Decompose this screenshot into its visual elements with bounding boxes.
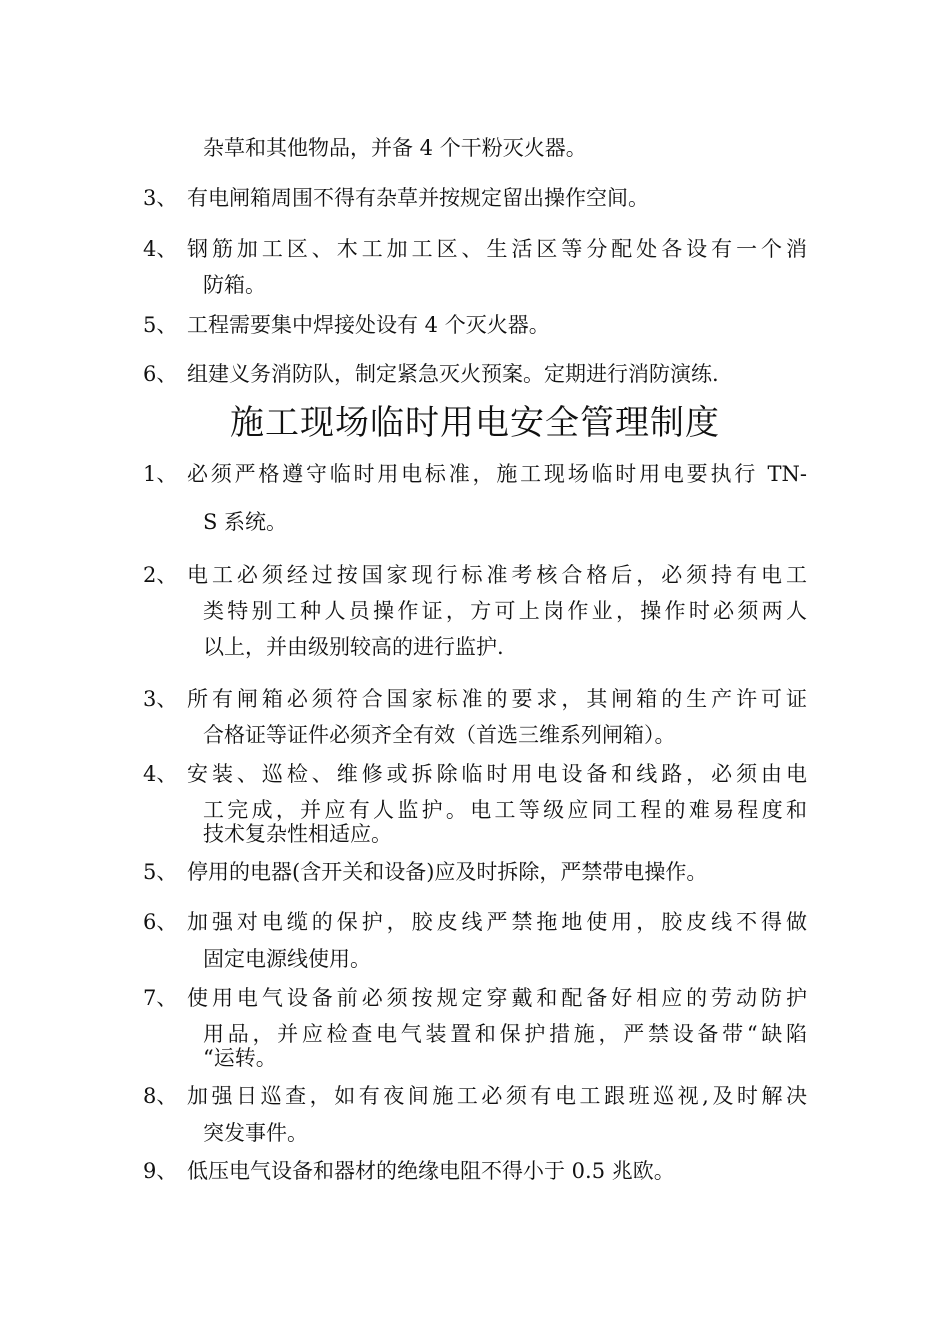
list-item-text: S 系统。 (203, 510, 288, 534)
paragraph-continuation: 杂草和其他物品，并备 4 个干粉灭火器。 (203, 136, 587, 160)
list-number: 6、 (143, 910, 178, 934)
list-number: 2、 (143, 563, 178, 587)
list-item-text: 必须严格遵守临时用电标准，施工现场临时用电要执行 TN- (187, 462, 807, 486)
list-item-text: 固定电源线使用。 (203, 947, 371, 971)
list-item-text: 工程需要集中焊接处设有 4 个灭火器。 (187, 313, 550, 337)
list-number: 5、 (143, 313, 178, 337)
list-item-text: 用品，并应检查电气装置和保护措施，严禁设备带“缺陷 (203, 1022, 807, 1046)
list-number: 6、 (143, 362, 178, 386)
list-item-text: 停用的电器(含开关和设备)应及时拆除，严禁带电操作。 (187, 860, 708, 884)
list-item-text: 工完成，并应有人监护。电工等级应同工程的难易程度和 (203, 798, 807, 822)
list-item-text: 钢筋加工区、木工加工区、生活区等分配处各设有一个消 (187, 237, 807, 261)
list-item-text: 低压电气设备和器材的绝缘电阻不得小于 0.5 兆欧。 (187, 1159, 675, 1183)
section-title: 施工现场临时用电安全管理制度 (230, 403, 720, 443)
list-number: 8、 (143, 1084, 178, 1108)
list-number: 5、 (143, 860, 178, 884)
list-item-text: 所有闸箱必须符合国家标准的要求，其闸箱的生产许可证 (187, 687, 807, 711)
list-item-text: 合格证等证件必须齐全有效（首选三维系列闸箱）。 (203, 723, 676, 747)
list-item-text: 加强日巡查，如有夜间施工必须有电工跟班巡视,及时解决 (187, 1084, 807, 1108)
list-item-text: 使用电气设备前必须按规定穿戴和配备好相应的劳动防护 (187, 986, 807, 1010)
list-item-text: 类特别工种人员操作证，方可上岗作业，操作时必须两人 (203, 599, 807, 623)
list-item-text: 以上，并由级别较高的进行监护. (203, 635, 504, 659)
list-number: 3、 (143, 186, 178, 210)
list-number: 9、 (143, 1159, 178, 1183)
list-item-text: 组建义务消防队，制定紧急灭火预案。定期进行消防演练. (187, 362, 719, 386)
list-item-text: 安装、巡检、维修或拆除临时用电设备和线路，必须由电 (187, 762, 807, 786)
list-item-text: 突发事件。 (203, 1121, 308, 1145)
list-number: 1、 (143, 462, 178, 486)
list-item-text: 加强对电缆的保护，胶皮线严禁拖地使用，胶皮线不得做 (187, 910, 807, 934)
list-number: 4、 (143, 237, 178, 261)
list-item-text: “运转。 (203, 1046, 277, 1070)
list-item-text: 电工必须经过按国家现行标准考核合格后，必须持有电工 (187, 563, 807, 587)
list-number: 3、 (143, 687, 178, 711)
list-item-text: 防箱。 (203, 273, 266, 297)
list-number: 7、 (143, 986, 178, 1010)
list-item-text: 技术复杂性相适应。 (203, 822, 392, 846)
list-item-text: 有电闸箱周围不得有杂草并按规定留出操作空间。 (187, 186, 649, 210)
list-number: 4、 (143, 762, 178, 786)
